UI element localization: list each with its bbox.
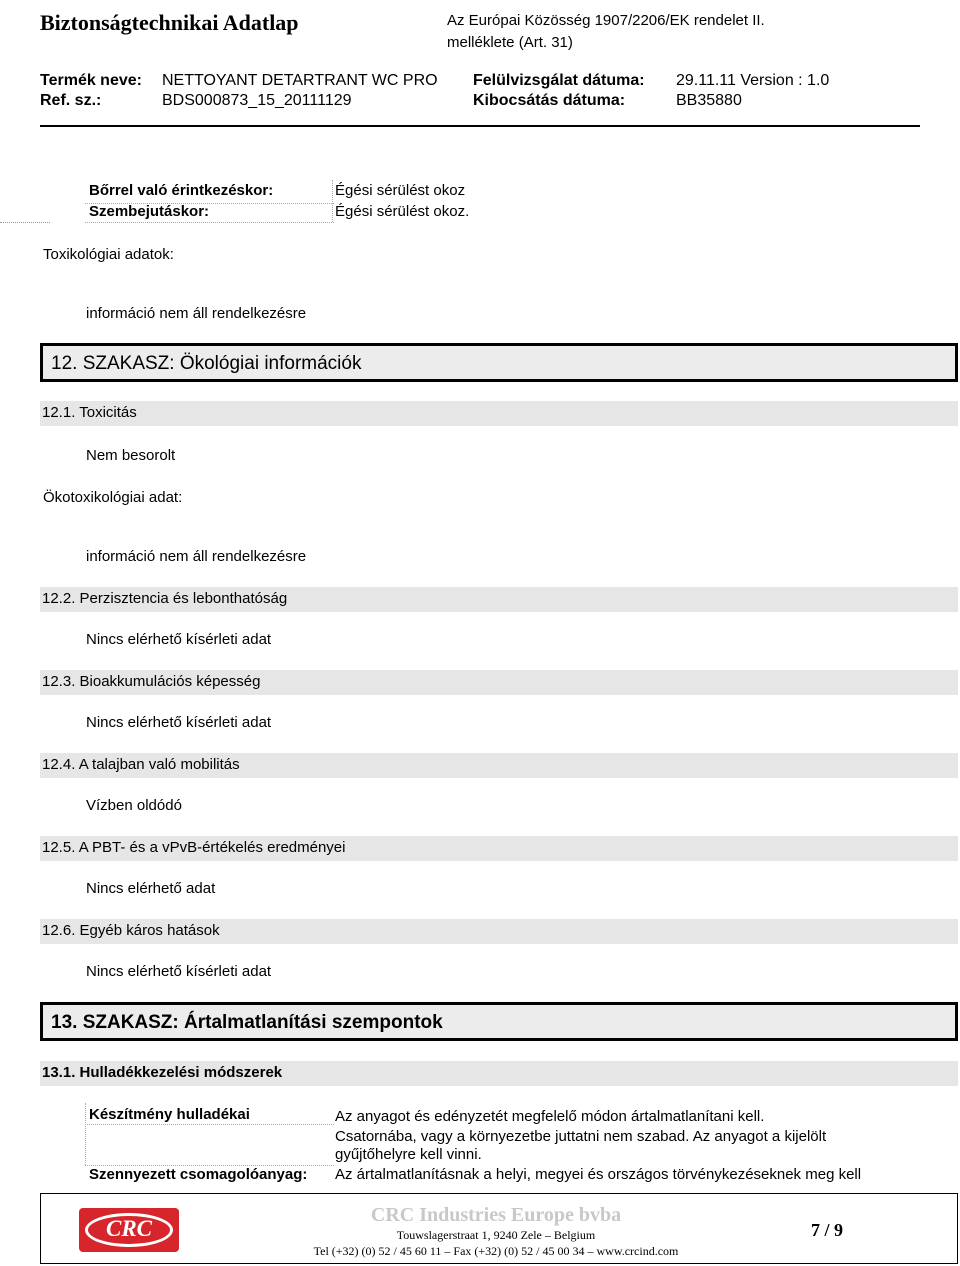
page-number: 7 / 9 xyxy=(811,1220,844,1240)
page-footer xyxy=(40,1193,958,1264)
subsection-12-6-bar xyxy=(40,919,958,944)
effects-row-divider xyxy=(85,222,334,223)
subsection-12-5-bar xyxy=(40,836,958,861)
toxicity-value: Nem besorolt xyxy=(86,447,176,464)
bioaccumulation-value: Nincs elérhető kísérleti adat xyxy=(86,714,272,731)
section-13-title: 13. SZAKASZ: Ártalmatlanítási szempontok xyxy=(51,1012,443,1033)
reference-label: Ref. sz.: xyxy=(40,92,102,109)
toxicological-heading: Toxikológiai adatok: xyxy=(43,246,174,263)
company-name: CRC Industries Europe bvba xyxy=(370,1204,622,1226)
contaminated-packaging-label: Szennyezett csomagolóanyag: xyxy=(89,1166,308,1183)
ecotoxicological-heading: Ökotoxikológiai adat: xyxy=(43,489,183,506)
subsection-12-4-title: 12.4. A talajban való mobilitás xyxy=(42,756,240,773)
subsection-13-1-bar xyxy=(40,1061,958,1086)
left-margin-mark xyxy=(0,222,50,223)
crc-logo xyxy=(79,1208,179,1252)
subsection-12-1-bar xyxy=(40,401,958,426)
ecotoxicological-value: információ nem áll rendelkezésre xyxy=(86,548,307,565)
subsection-12-3-title: 12.3. Bioakkumulációs képesség xyxy=(42,673,261,690)
regulation-line-2: melléklete (Art. 31) xyxy=(447,34,573,51)
eye-contact-value: Égési sérülést okoz. xyxy=(335,203,470,220)
contaminated-packaging-value: Az ártalmatlanításnak a helyi, megyei és országos törvénykezéseknek meg kell xyxy=(335,1166,862,1183)
revision-date-label: Felülvizsgálat dátuma: xyxy=(473,72,645,89)
section-12-header xyxy=(40,343,958,382)
subsection-12-4-bar xyxy=(40,753,958,778)
product-waste-line-2: Csatornába, vagy a környezetbe juttatni nem szabad. Az anyagot a kijelölt xyxy=(335,1128,827,1145)
skin-contact-value: Égési sérülést okoz xyxy=(335,182,466,199)
regulation-reference xyxy=(447,10,765,54)
subsection-12-2-bar xyxy=(40,587,958,612)
subsection-12-2-title: 12.2. Perzisztencia és lebonthatóság xyxy=(42,590,288,607)
revision-date-value: 29.11.11 Version : 1.0 xyxy=(676,72,830,89)
pbt-value: Nincs elérhető adat xyxy=(86,880,216,897)
mobility-value: Vízben oldódó xyxy=(86,797,182,814)
section-12-title: 12. SZAKASZ: Ökológiai információk xyxy=(51,353,362,374)
waste-row-divider xyxy=(85,1124,334,1125)
subsection-12-5-title: 12.5. A PBT- és a vPvB-értékelés eredményei xyxy=(42,839,346,856)
product-waste-label: Készítmény hulladékai xyxy=(89,1106,250,1123)
company-contact: Tel (+32) (0) 52 / 45 60 11 – Fax (+32) (0) 52 / 45 00 34 – www.crcind.com xyxy=(313,1244,679,1258)
product-waste-line-1: Az anyagot és edényzetét megfelelő módon ártalmatlanítani kell. xyxy=(335,1108,765,1125)
header-divider xyxy=(40,125,920,127)
issue-date-label: Kibocsátás dátuma: xyxy=(473,92,626,109)
section-13-header xyxy=(40,1002,958,1041)
waste-table-border xyxy=(85,1103,86,1165)
logo-text: CRC xyxy=(105,1216,153,1241)
subsection-12-1-title: 12.1. Toxicitás xyxy=(42,404,137,421)
persistence-value: Nincs elérhető kísérleti adat xyxy=(86,631,272,648)
skin-contact-label: Bőrrel való érintkezéskor: xyxy=(89,182,274,199)
subsection-12-6-title: 12.6. Egyéb káros hatások xyxy=(42,922,220,939)
regulation-line-1: Az Európai Közösség 1907/2206/EK rendelet II. xyxy=(447,12,765,29)
subsection-13-1-title: 13.1. Hulladékkezelési módszerek xyxy=(42,1064,283,1081)
product-name-value: NETTOYANT DETARTRANT WC PRO xyxy=(162,72,438,89)
toxicological-value: információ nem áll rendelkezésre xyxy=(86,305,307,322)
other-effects-value: Nincs elérhető kísérleti adat xyxy=(86,963,272,980)
company-address: Touwslagerstraat 1, 9240 Zele – Belgium xyxy=(396,1228,596,1242)
issue-date-value: BB35880 xyxy=(676,92,742,109)
document-title: Biztonságtechnikai Adatlap xyxy=(40,10,299,35)
eye-contact-label: Szembejutáskor: xyxy=(89,203,210,220)
effects-column-divider xyxy=(332,180,333,222)
reference-value: BDS000873_15_20111129 xyxy=(162,92,352,109)
subsection-12-3-bar xyxy=(40,670,958,695)
product-waste-line-3: gyűjtőhelyre kell vinni. xyxy=(335,1146,482,1163)
product-waste-value xyxy=(335,1107,826,1163)
product-name-label: Termék neve: xyxy=(40,72,142,89)
